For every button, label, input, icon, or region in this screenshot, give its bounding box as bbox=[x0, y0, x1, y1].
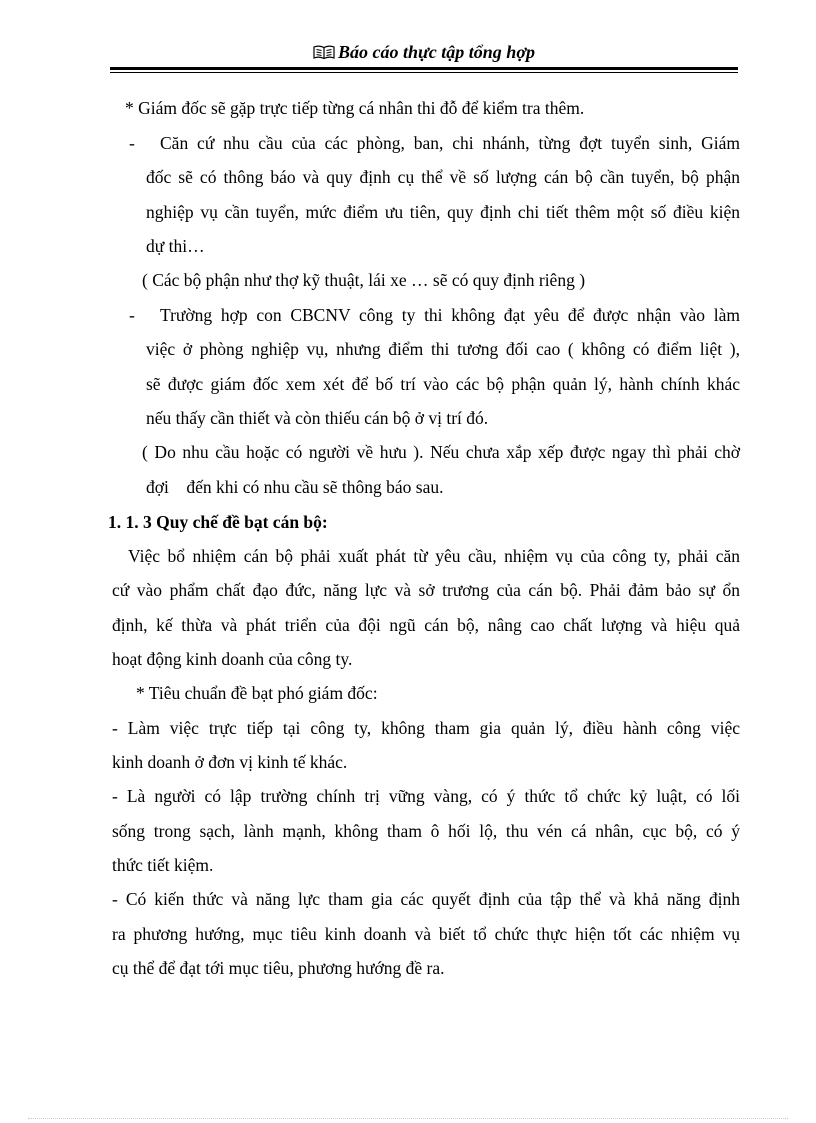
body-line: ( Các bộ phận như thợ kỹ thuật, lái xe … sẽ có quy định riêng ) bbox=[142, 270, 586, 290]
body-line: việc ở phòng nghiệp vụ, nhưng điểm thi tương đối cao ( không có điểm liệt ), bbox=[146, 339, 740, 359]
body-line: Trường hợp con CBCNV công ty thi không đạt yêu để được nhận vào làm bbox=[160, 305, 740, 325]
body-line: ( Do nhu cầu hoặc có người về hưu ). Nếu chưa xắp xếp được ngay thì phải chờ bbox=[142, 442, 740, 462]
body-line: kinh doanh ở đơn vị kinh tế khác. bbox=[112, 752, 348, 772]
body-line: - Làm việc trực tiếp tại công ty, không tham gia quản lý, điều hành công việc bbox=[112, 718, 740, 738]
body-line: hoạt động kinh doanh của công ty. bbox=[112, 649, 353, 669]
body-line: đợi đến khi có nhu cầu sẽ thông báo sau. bbox=[146, 477, 444, 497]
body-line: dự thi… bbox=[146, 236, 205, 256]
header-title-row bbox=[110, 42, 738, 63]
body-line: sẽ được giám đốc xem xét để bố trí vào các bộ phận quản lý, hành chính khác bbox=[146, 374, 740, 394]
body-line: cụ thể để đạt tới mục tiêu, phương hướng đề ra. bbox=[112, 958, 445, 978]
body-line: * Giám đốc sẽ gặp trực tiếp từng cá nhân thi đỗ để kiểm tra thêm. bbox=[125, 98, 585, 118]
list-dash: - bbox=[129, 305, 135, 325]
body-line: nghiệp vụ cần tuyển, mức điểm ưu tiên, quy định chi tiết thêm một số điều kiện bbox=[146, 202, 740, 222]
body-line: Căn cứ nhu cầu của các phòng, ban, chi nhánh, từng đợt tuyển sinh, Giám bbox=[160, 133, 740, 153]
section-heading: 1. 1. 3 Quy chế đề bạt cán bộ: bbox=[108, 512, 328, 532]
body-line: * Tiêu chuẩn đề bạt phó giám đốc: bbox=[136, 683, 378, 703]
list-dash: - bbox=[129, 133, 135, 153]
body-line: thức tiết kiệm. bbox=[112, 855, 214, 875]
body-line: đốc sẽ có thông báo và quy định cụ thể về số lượng cán bộ cần tuyển, bộ phận bbox=[146, 167, 740, 187]
header-rule-thin bbox=[110, 72, 738, 73]
open-book-icon bbox=[313, 45, 335, 60]
body-line: ra phương hướng, mục tiêu kinh doanh và biết tổ chức thực hiện tốt các nhiệm vụ bbox=[112, 924, 740, 944]
header-title: Báo cáo thực tập tổng hợp bbox=[338, 42, 535, 62]
header-rule-thick bbox=[110, 67, 738, 70]
page-bottom-dotted-border bbox=[28, 1118, 788, 1119]
body-line: sống trong sạch, lành mạnh, không tham ô hối lộ, thu vén cá nhân, cục bộ, có ý bbox=[112, 821, 740, 841]
body-line: nếu thấy cần thiết và còn thiếu cán bộ ở vị trí đó. bbox=[146, 408, 489, 428]
body-line: định, kế thừa và phát triển của đội ngũ cán bộ, nâng cao chất lượng và hiệu quả bbox=[112, 615, 740, 635]
body-line: - Có kiến thức và năng lực tham gia các quyết định của tập thể và khả năng định bbox=[112, 889, 740, 909]
body-line: cứ vào phẩm chất đạo đức, năng lực và sở trương của cán bộ. Phải đảm bảo sự ổn bbox=[112, 580, 740, 600]
body-line: Việc bổ nhiệm cán bộ phải xuất phát từ yêu cầu, nhiệm vụ của công ty, phải căn bbox=[128, 546, 740, 566]
page-header bbox=[110, 38, 738, 76]
body-line: - Là người có lập trường chính trị vững vàng, có ý thức tổ chức kỷ luật, có lối bbox=[112, 786, 740, 806]
